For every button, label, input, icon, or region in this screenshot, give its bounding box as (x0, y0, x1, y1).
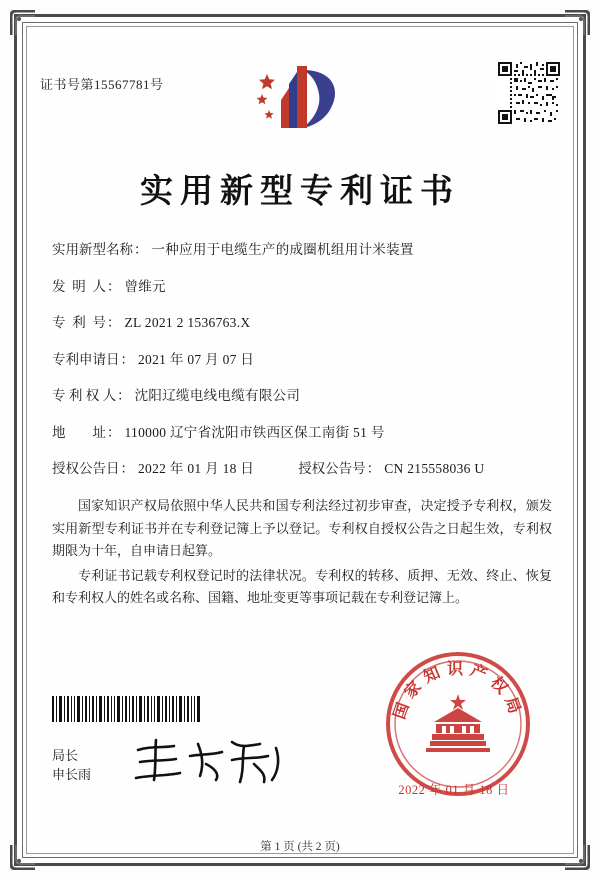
field-value: 一种应用于电缆生产的成圈机组用计米装置 (151, 242, 414, 257)
field-row-grant (52, 457, 560, 477)
field-value: 曾维元 (124, 278, 166, 294)
field-row-patent-number (52, 311, 560, 331)
field-label: 发 明 人 (52, 278, 106, 294)
corner-ornament-icon (10, 844, 36, 870)
field-value: 沈阳辽缆电线电缆有限公司 (134, 388, 301, 403)
director-label: 局长 (52, 748, 79, 763)
corner-ornament-icon (10, 10, 36, 36)
field-colon: ： (134, 242, 148, 257)
field-row-address (52, 421, 560, 441)
field-colon: ： (120, 351, 134, 367)
certificate-number: 证书号第15567781号 (40, 77, 164, 92)
grant-number-group (298, 457, 484, 477)
field-label: 授权公告号 (298, 461, 366, 476)
director-block (52, 746, 91, 784)
seal-top-text: 国家知识产权局 (391, 661, 525, 722)
legal-text (52, 495, 552, 612)
page-footer: 第 1 页 (共 2 页) (260, 841, 340, 853)
corner-ornament-icon (564, 844, 590, 870)
field-label: 地 址 (52, 424, 106, 440)
field-row-application-date (52, 348, 560, 368)
director-name: 申长雨 (52, 767, 92, 782)
field-colon: ： (366, 461, 381, 476)
field-label: 专 利 号 (52, 315, 106, 330)
field-colon: ： (107, 278, 121, 294)
legal-paragraph: 国家知识产权局依照中华人民共和国专利法经过初步审查，决定授予专利权，颁发实用新型专利证书并在专利登记簿上予以登记。专利权自授权公告之日起生效，专利权期限为十年，自申请日起算。 (52, 498, 552, 558)
page-title: 实用新型专利证书 (140, 174, 460, 210)
field-row-name (52, 238, 560, 258)
field-value: ZL 2021 2 1536763.X (124, 315, 251, 330)
field-colon: ： (107, 315, 121, 330)
field-value: 110000 辽宁省沈阳市铁西区保工南街 51 号 (124, 424, 385, 440)
seal-date: 2022 年 01 月 18 日 (398, 783, 510, 797)
field-value: CN 215558036 U (384, 461, 485, 476)
field-list (52, 238, 560, 494)
legal-paragraph: 专利证书记载专利权登记时的法律状况。专利权的转移、质押、无效、终止、恢复和专利权人的姓名或名称、国籍、地址变更等事项记载在专利登记簿上。 (52, 567, 552, 605)
qr-code-icon (498, 62, 560, 124)
field-row-patentee (52, 384, 560, 404)
field-label: 授权公告日 (52, 461, 120, 476)
official-seal (384, 650, 532, 798)
handwritten-signature-icon (128, 734, 288, 788)
field-colon: ： (107, 424, 121, 440)
field-value: 2021 年 07 月 07 日 (138, 351, 255, 367)
corner-ornament-icon (564, 10, 590, 36)
field-colon: ： (120, 461, 134, 476)
field-label: 实用新型名称 (52, 242, 133, 257)
certificate-content (40, 40, 560, 853)
barcode-icon (52, 696, 202, 722)
patent-emblem-logo-icon (245, 60, 355, 138)
field-value: 2022 年 01 月 18 日 (138, 461, 255, 476)
field-label: 专 利 权 人 (52, 388, 117, 403)
field-colon: ： (117, 388, 131, 403)
field-label: 专利申请日 (52, 351, 120, 367)
field-row-inventor (52, 275, 560, 295)
